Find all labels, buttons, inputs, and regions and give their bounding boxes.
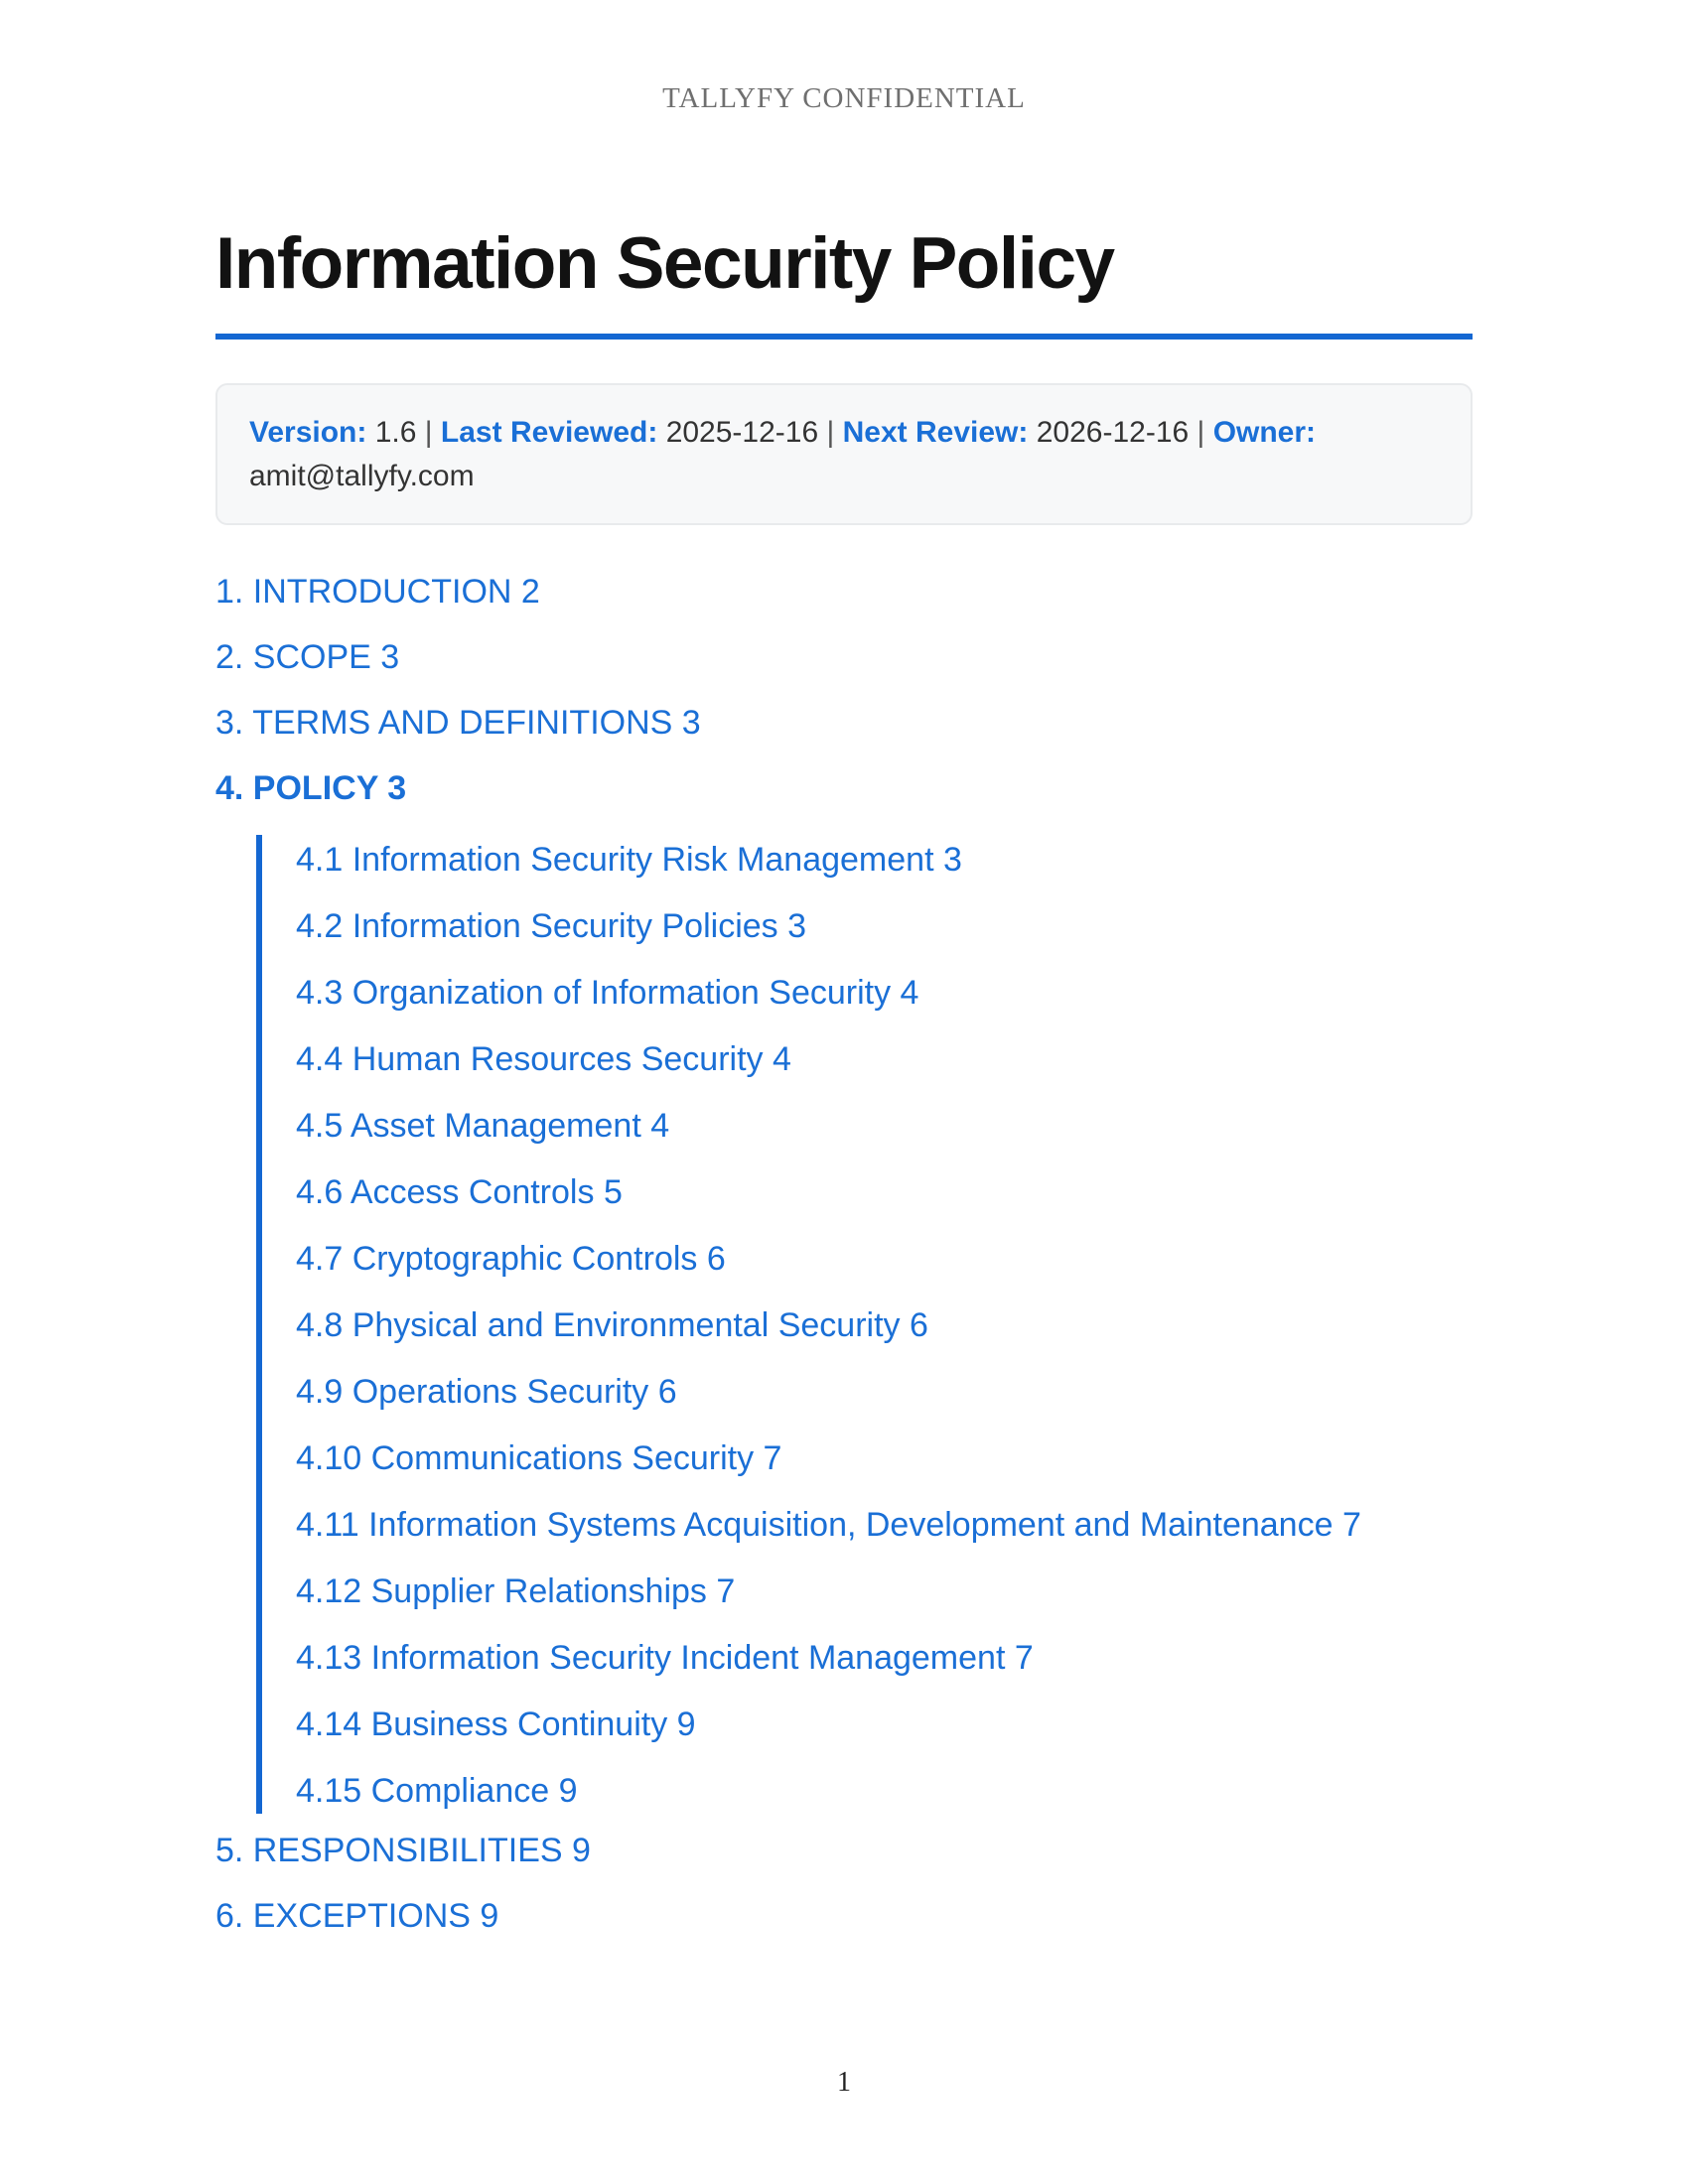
toc-label: 4.1 Information Security Risk Management: [296, 841, 934, 879]
toc-label: 4.6 Access Controls: [296, 1173, 595, 1211]
toc-item-scope: [215, 640, 1473, 674]
toc-page-ref: 3: [681, 704, 701, 742]
toc-link-physical-environmental[interactable]: [296, 1306, 928, 1344]
toc-page-ref: 9: [572, 1832, 591, 1869]
toc-page-ref: 6: [909, 1306, 928, 1344]
toc-link-human-resources[interactable]: [296, 1040, 791, 1078]
toc-label: 4.9 Operations Security: [296, 1373, 649, 1411]
toc-item-human-resources: [296, 1042, 1473, 1076]
toc-label: 5. RESPONSIBILITIES: [215, 1832, 563, 1869]
toc-page-ref: 7: [763, 1439, 782, 1477]
toc-link-risk-management[interactable]: [296, 841, 962, 879]
table-of-contents: [215, 575, 1473, 1933]
version-info-box: [215, 383, 1473, 525]
toc-label: 2. SCOPE: [215, 638, 371, 676]
toc-page-ref: 3: [787, 907, 807, 945]
toc-page-ref: 7: [716, 1572, 736, 1610]
toc-page-ref: 6: [706, 1240, 726, 1278]
toc-item-terms-and-definitions: [215, 706, 1473, 740]
toc-item-access-controls: [296, 1175, 1473, 1209]
toc-page-ref: 5: [603, 1173, 623, 1211]
meta-field-next-review: [843, 416, 1190, 449]
toc-link-introduction[interactable]: [215, 573, 540, 611]
meta-separator: |: [424, 416, 433, 449]
toc-label: 3. TERMS AND DEFINITIONS: [215, 704, 673, 742]
toc-page-ref: 4: [650, 1107, 670, 1145]
toc-label: 4.2 Information Security Policies: [296, 907, 778, 945]
toc-item-exceptions: [215, 1899, 1473, 1933]
toc-link-supplier-relationships[interactable]: [296, 1572, 735, 1610]
toc-label: 4.3 Organization of Information Security: [296, 974, 892, 1012]
confidential-header: TALLYFY CONFIDENTIAL: [662, 82, 1026, 114]
toc-item-risk-management: [296, 843, 1473, 877]
toc-link-responsibilities[interactable]: [215, 1832, 591, 1869]
toc-item-introduction: [215, 575, 1473, 609]
meta-label-next-review: Next Review:: [842, 416, 1029, 449]
toc-link-organization[interactable]: [296, 974, 918, 1012]
toc-label: 4.5 Asset Management: [296, 1107, 641, 1145]
toc-page-ref: 9: [480, 1897, 499, 1935]
toc-label: 4.13 Information Security Incident Management: [296, 1639, 1006, 1677]
toc-link-scope[interactable]: [215, 638, 399, 676]
toc-item-operations-security: [296, 1375, 1473, 1409]
toc-page-ref: 7: [1341, 1506, 1361, 1544]
toc-link-exceptions[interactable]: [215, 1897, 498, 1935]
toc-item-business-continuity: [296, 1707, 1473, 1741]
page-number: 1: [837, 2067, 851, 2098]
meta-field-version: [249, 416, 416, 449]
page-title: Information Security Policy: [215, 223, 1114, 304]
toc-link-security-policies[interactable]: [296, 907, 806, 945]
toc-label: 4. POLICY: [215, 769, 378, 807]
toc-page-ref: 4: [773, 1040, 791, 1078]
toc-link-cryptographic-controls[interactable]: [296, 1240, 726, 1278]
toc-label: 1. INTRODUCTION: [215, 573, 512, 611]
toc-subsection-list: [256, 835, 1473, 1814]
toc-label: 4.8 Physical and Environmental Security: [296, 1306, 901, 1344]
toc-label: 4.12 Supplier Relationships: [296, 1572, 707, 1610]
toc-page-ref: 3: [387, 769, 407, 807]
toc-item-incident-management: [296, 1641, 1473, 1675]
toc-page-ref: 4: [900, 974, 919, 1012]
meta-value-next-review: 2026-12-16: [1036, 416, 1190, 449]
toc-page-ref: 9: [676, 1706, 696, 1743]
toc-label: 4.14 Business Continuity: [296, 1706, 668, 1743]
toc-item-communications-security: [296, 1441, 1473, 1475]
toc-link-business-continuity[interactable]: [296, 1706, 696, 1743]
toc-page-ref: 3: [942, 841, 962, 879]
toc-link-systems-acquisition[interactable]: [296, 1506, 1361, 1544]
toc-item-cryptographic-controls: [296, 1242, 1473, 1276]
toc-page-ref: 3: [380, 638, 400, 676]
toc-item-physical-environmental: [296, 1308, 1473, 1342]
meta-label-owner: Owner:: [1212, 416, 1317, 449]
meta-separator: |: [1196, 416, 1205, 449]
toc-item-policy: [215, 771, 1473, 805]
toc-item-asset-management: [296, 1109, 1473, 1143]
meta-label-version: Version:: [249, 416, 367, 449]
toc-link-terms-and-definitions[interactable]: [215, 704, 701, 742]
toc-page-ref: 6: [657, 1373, 677, 1411]
toc-label: 4.7 Cryptographic Controls: [296, 1240, 698, 1278]
toc-page-ref: 7: [1014, 1639, 1034, 1677]
document-body: [215, 225, 1473, 1933]
meta-separator: |: [826, 416, 835, 449]
toc-link-incident-management[interactable]: [296, 1639, 1034, 1677]
toc-link-compliance[interactable]: [296, 1772, 578, 1810]
meta-value-last-reviewed: 2025-12-16: [665, 416, 819, 449]
meta-value-version: 1.6: [374, 416, 417, 449]
toc-item-compliance: [296, 1774, 1473, 1808]
toc-label: 6. EXCEPTIONS: [215, 1897, 471, 1935]
toc-item-systems-acquisition: [296, 1508, 1473, 1542]
toc-label: 4.15 Compliance: [296, 1772, 550, 1810]
meta-value-owner-email: amit@tallyfy.com: [249, 459, 475, 492]
toc-link-policy[interactable]: [215, 769, 406, 807]
toc-item-organization: [296, 976, 1473, 1010]
toc-label: 4.11 Information Systems Acquisition, Development and Maintenance: [296, 1506, 1334, 1544]
toc-page-ref: 2: [520, 573, 540, 611]
meta-field-last-reviewed: [441, 416, 818, 449]
toc-label: 4.10 Communications Security: [296, 1439, 755, 1477]
toc-link-access-controls[interactable]: [296, 1173, 623, 1211]
title-divider: [215, 334, 1473, 340]
toc-item-supplier-relationships: [296, 1574, 1473, 1608]
toc-link-asset-management[interactable]: [296, 1107, 669, 1145]
toc-link-operations-security[interactable]: [296, 1373, 677, 1411]
toc-link-communications-security[interactable]: [296, 1439, 781, 1477]
toc-label: 4.4 Human Resources Security: [296, 1040, 764, 1078]
toc-page-ref: 9: [558, 1772, 578, 1810]
toc-item-security-policies: [296, 909, 1473, 943]
toc-item-responsibilities: [215, 1834, 1473, 1867]
meta-label-last-reviewed: Last Reviewed:: [440, 416, 658, 449]
